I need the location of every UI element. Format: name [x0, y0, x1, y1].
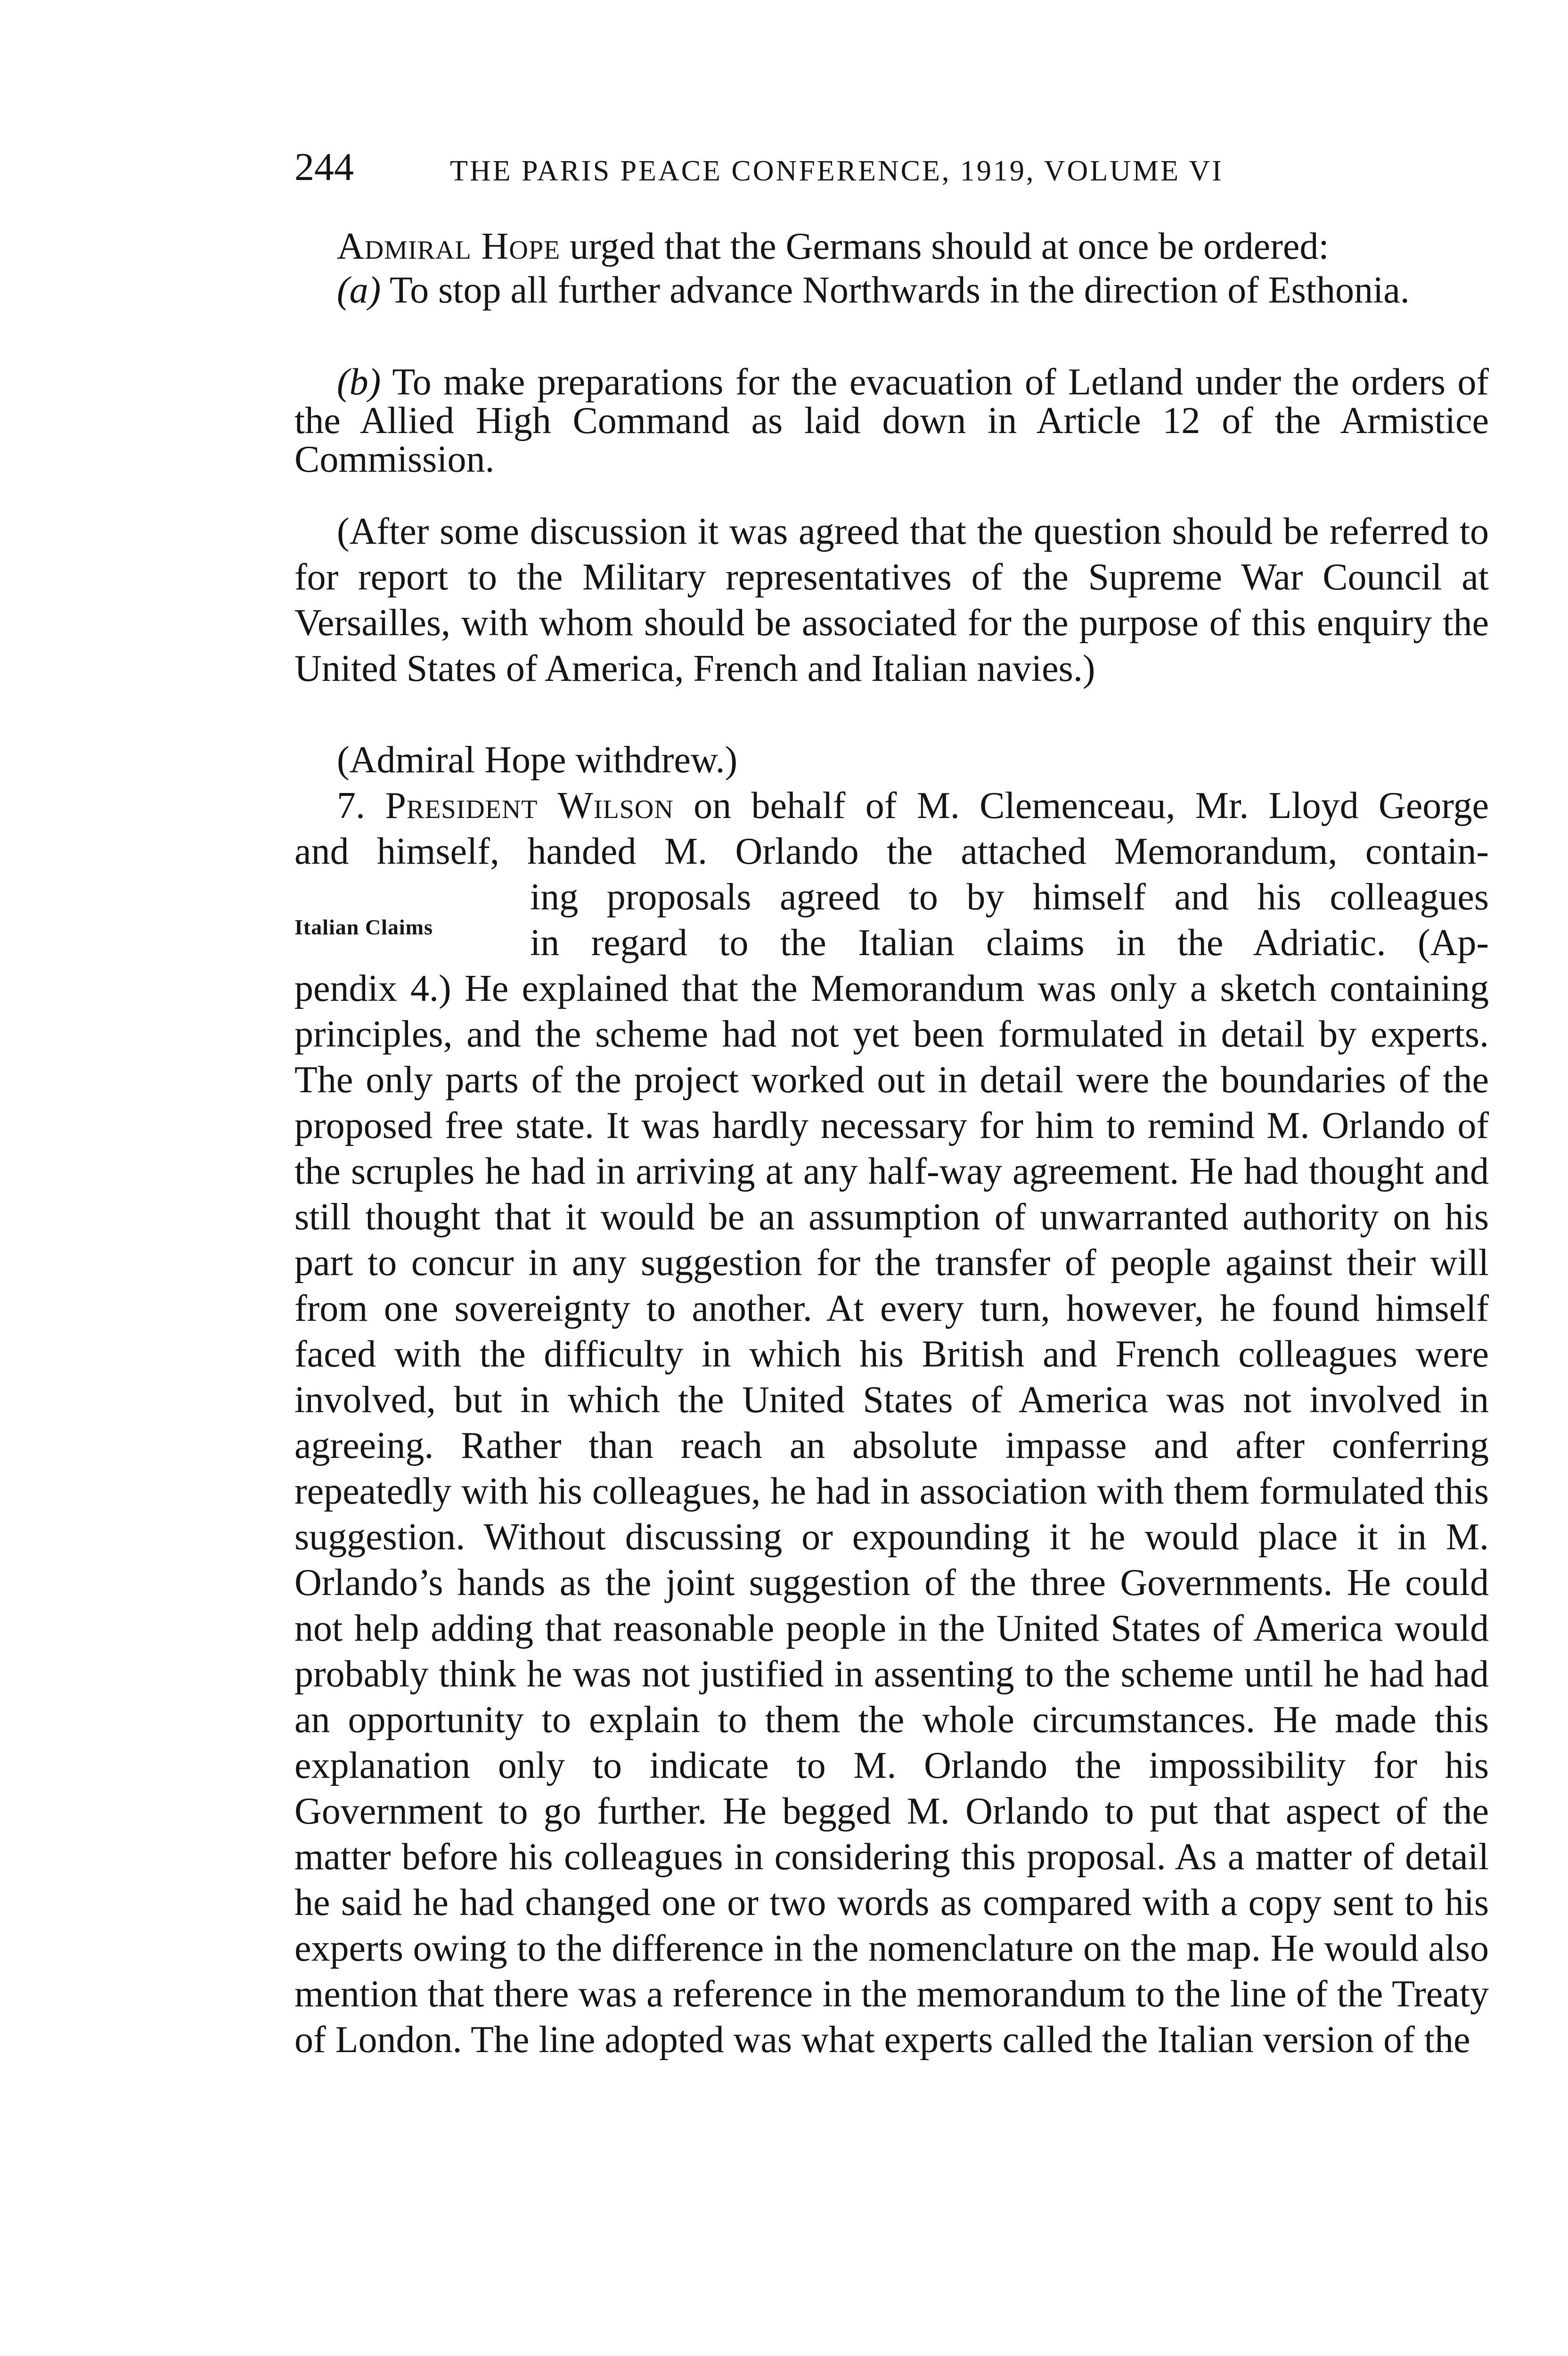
discussion-paragraph: (After some discussion it was agreed that the question should be referred to for report to the Military representatives of the Supreme War Council at Versailles, with whom should be associated for the purpose of this enquiry the United States of America, French and Italian navies.) — [294, 511, 1489, 689]
item-7-body-paragraph: pendix 4.) He explained that the Memorandum was only a sketch containing principles, and the scheme had not yet been formulated in detail by experts. The only parts of the project worked out in detail were the boundaries of the proposed free state. It was hardly necessary for him to remind M. Orlando of the scruples he had in arriving at any half-way agreement. He had thought and still thought that it would be an assumption of unwarranted authority on his part to concur in any suggestion for the transfer of people against their will from one sovereignty to another. At every turn, however, he found himself faced with the difficulty in which his British and French colleagues were involved, but in which the United States of America was not involved in agreeing. Rather than reach an absolute impasse and after conferring repeatedly with his colleagues, he had in association with them formulated this suggestion. Without discussing or expounding it he would place it in M. Orlando’s hands as the joint suggestion of the three Governments. He could not help adding that reasonable people in the United States of America would probably think he was not justified in assenting to the scheme until he had had an opportunity to explain to them the whole circumstances. He made this explanation only to indicate to M. Orlando the impossibility for his Government to go further. He begged M. Orlando to put that aspect of the matter before his colleagues in considering this proposal. As a matter of detail he said he had changed one or two words as compared with a copy sent to his experts owing to the difference in the nomenclature on the map. He would also mention that there was a reference in the memorandum to the line of the Treaty of London. The line adopted was what experts called the Italian version of the — [294, 968, 1489, 2061]
withdrew-paragraph: (Admiral Hope withdrew.) — [337, 739, 738, 781]
margin-note-italian-claims: Italian Claims — [294, 915, 433, 939]
item-b-label: (b) — [337, 361, 381, 403]
item-a-text: To stop all further advance Northwards in the direction of Esthonia. — [381, 270, 1410, 311]
item-b-text: To make preparations for the evacuation of Letland under the orders of the Allied High Command as laid down in Article 12 of the Armistice Commission. — [294, 361, 1489, 480]
running-title: THE PARIS PEACE CONFERENCE, 1919, VOLUME VI — [450, 155, 1224, 187]
item-a-label: (a) — [337, 270, 381, 311]
item-b-paragraph — [294, 363, 1489, 479]
item-7-line-1-text: on behalf of M. Clemenceau, Mr. Lloyd George — [673, 785, 1489, 826]
admiral-hope-text: urged that the Germans should at once be ordered: — [560, 226, 1329, 267]
item-7-line-3: ing proposals agreed to by himself and his colleagues — [530, 876, 1489, 918]
speaker-president-wilson: President Wilson — [385, 785, 674, 826]
item-7-line-1 — [294, 783, 1489, 829]
page-number: 244 — [294, 145, 354, 189]
item-a-paragraph — [294, 271, 1489, 310]
admiral-hope-paragraph — [294, 224, 1489, 270]
speaker-admiral-hope: Admiral Hope — [337, 226, 561, 267]
running-header — [294, 141, 1501, 193]
item-7-line-4: in regard to the Italian claims in the Adriatic. (Ap- — [530, 922, 1489, 964]
item-7-number: 7. — [337, 785, 365, 826]
item-7-line-2: and himself, handed M. Orlando the attached Memorandum, contain- — [294, 831, 1489, 872]
